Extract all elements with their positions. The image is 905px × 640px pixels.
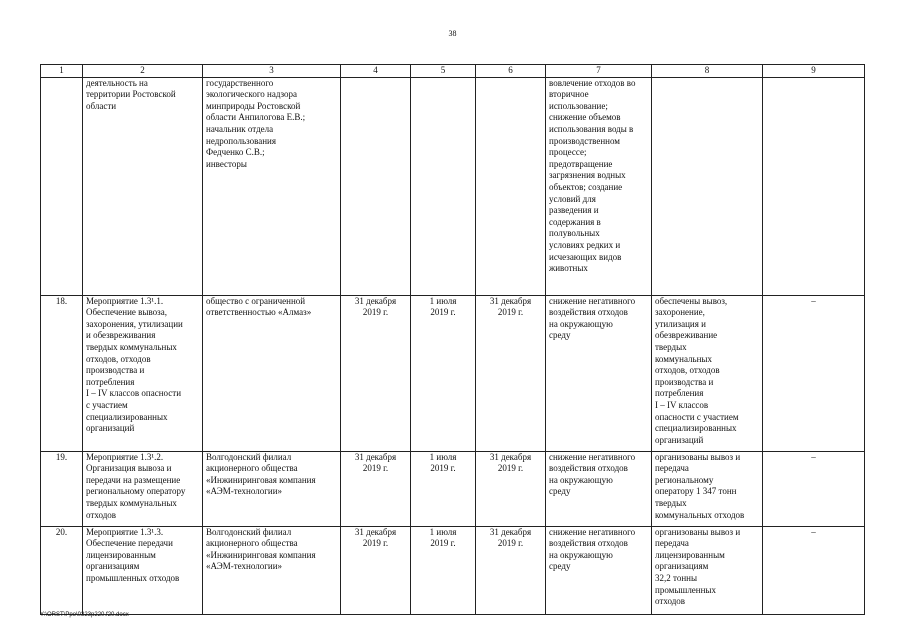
column-header: 6 — [476, 65, 546, 78]
row-number: 20. — [41, 526, 83, 614]
column-header: 5 — [411, 65, 476, 78]
reasons: – — [763, 451, 865, 526]
measure-name: Мероприятие 1.3¹.1. Обеспечение вывоза, захоронения, утилизации и обезвреживания твердых коммунальных отходов, отходов производства и потребления I – IV классов опасности с участием специализированных организаций — [83, 295, 203, 451]
table-row — [41, 77, 865, 295]
completion-date — [476, 77, 546, 295]
plan-table — [40, 64, 865, 615]
start-date: 1 июля 2019 г. — [411, 295, 476, 451]
page-number: 38 — [448, 29, 457, 38]
actual-result: организованы вывоз и передача лицензированным организациям 32,2 тонны промышленных отходов — [652, 526, 763, 614]
completion-date: 31 декабря 2019 г. — [476, 526, 546, 614]
actual-result: обеспечены вывоз, захоронение, утилизация и обезвреживание твердых коммунальных отходов, отходов производства и потребления I – IV классов опасности с участием специализированных организаций — [652, 295, 763, 451]
column-header: 2 — [83, 65, 203, 78]
completion-date: 31 декабря 2019 г. — [476, 451, 546, 526]
table-header-row — [41, 65, 865, 78]
document-path: Y:\ORST\Ppo\0323p220.f20.docx — [40, 612, 129, 618]
reasons: – — [763, 295, 865, 451]
expected-result: снижение негативного воздействия отходов на окружающую среду — [546, 526, 652, 614]
reasons: – — [763, 526, 865, 614]
responsible-executor: Волгодонский филиал акционерного общества «Инжиниринговая компания «АЭМ-технологии» — [203, 526, 341, 614]
table-row — [41, 295, 865, 451]
column-header: 8 — [652, 65, 763, 78]
row-number: 18. — [41, 295, 83, 451]
column-header: 1 — [41, 65, 83, 78]
measure-name: Мероприятие 1.3¹.2. Организация вывоза и передачи на размещение региональному оператору твердых коммунальных отходов — [83, 451, 203, 526]
row-number — [41, 77, 83, 295]
end-date: 31 декабря 2019 г. — [341, 295, 411, 451]
completion-date: 31 декабря 2019 г. — [476, 295, 546, 451]
end-date: 31 декабря 2019 г. — [341, 526, 411, 614]
expected-result: вовлечение отходов во вторичное использование; снижение объемов использования воды в производственном процессе; предотвращение загрязнения водных объектов; создание условий для разведения и содержания в полувольных условиях редких и исчезающих видов животных — [546, 77, 652, 295]
column-header: 3 — [203, 65, 341, 78]
responsible-executor: общество с ограниченной ответственностью «Алмаз» — [203, 295, 341, 451]
expected-result: снижение негативного воздействия отходов на окружающую среду — [546, 295, 652, 451]
responsible-executor: Волгодонский филиал акционерного общества «Инжиниринговая компания «АЭМ-технологии» — [203, 451, 341, 526]
actual-result — [652, 77, 763, 295]
actual-result: организованы вывоз и передача региональному оператору 1 347 тонн твердых коммунальных отходов — [652, 451, 763, 526]
measure-name: Мероприятие 1.3¹.3. Обеспечение передачи лицензированным организациям промышленных отходов — [83, 526, 203, 614]
start-date: 1 июля 2019 г. — [411, 451, 476, 526]
reasons — [763, 77, 865, 295]
row-number: 19. — [41, 451, 83, 526]
table-row — [41, 526, 865, 614]
column-header: 9 — [763, 65, 865, 78]
end-date: 31 декабря 2019 г. — [341, 451, 411, 526]
responsible-executor: государственного экологического надзора минприроды Ростовской области Анпилогова Е.В.; начальник отдела недропользования Федченко С.В.; инвесторы — [203, 77, 341, 295]
table-row — [41, 451, 865, 526]
start-date: 1 июля 2019 г. — [411, 526, 476, 614]
end-date — [341, 77, 411, 295]
column-header: 4 — [341, 65, 411, 78]
column-header: 7 — [546, 65, 652, 78]
measure-name: деятельность на территории Ростовской области — [83, 77, 203, 295]
expected-result: снижение негативного воздействия отходов на окружающую среду — [546, 451, 652, 526]
start-date — [411, 77, 476, 295]
